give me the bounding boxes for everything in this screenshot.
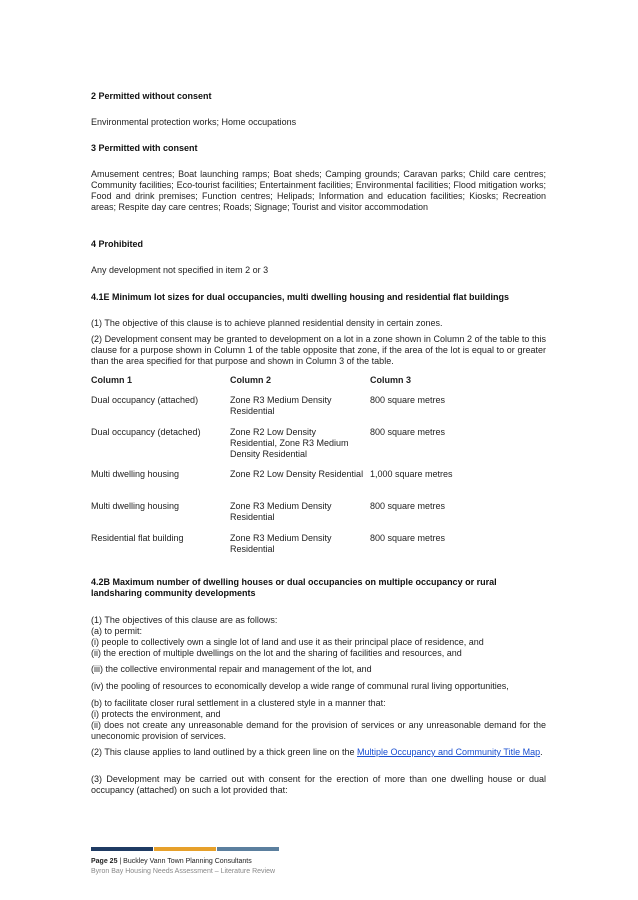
table-cell: Zone R2 Low Density Residential, Zone R3 Medium Density Residential bbox=[230, 427, 349, 459]
clause-4-2b-l5: (iii) the collective environmental repair and management of the lot, and bbox=[91, 664, 372, 674]
table-header: Column 1 bbox=[91, 375, 133, 385]
clause-4-2b-p2-end: . bbox=[540, 747, 543, 757]
table-cell: Zone R3 Medium Density Residential bbox=[230, 395, 332, 416]
table-cell: 800 square metres bbox=[370, 533, 446, 543]
footer-bar-orange bbox=[154, 847, 216, 851]
clause-4-2b-p3: (3) Development may be carried out with consent for the erection of more than one dwelling house or dual occupancy (attached) on such a lot provided that: bbox=[91, 774, 546, 795]
section-4-heading: 4 Prohibited bbox=[91, 239, 144, 249]
section-3-heading: 3 Permitted with consent bbox=[91, 143, 198, 153]
clause-4-2b-l8: (i) protects the environment, and bbox=[91, 709, 221, 719]
clause-4-1e-p1: (1) The objective of this clause is to achieve planned residential density in certain zones. bbox=[91, 318, 443, 328]
table-cell: Zone R2 Low Density Residential bbox=[230, 469, 364, 479]
multiple-occupancy-map-link[interactable]: Multiple Occupancy and Community Title Map bbox=[357, 747, 541, 757]
clause-4-2b-l3: (i) people to collectively own a single lot of land and use it as their principal place of residence, and bbox=[91, 637, 484, 647]
clause-4-2b-l2: (a) to permit: bbox=[91, 626, 143, 636]
section-2-body: Environmental protection works; Home occupations bbox=[91, 117, 297, 127]
footer-bar-navy bbox=[91, 847, 153, 851]
clause-4-2b-l4: (ii) the erection of multiple dwellings on the lot and the sharing of facilities and resources, and bbox=[91, 648, 462, 658]
footer-line bbox=[91, 857, 252, 866]
clause-4-1e-p2: (2) Development consent may be granted to development on a lot in a zone shown in Column 2 of the table to this clause for a purpose shown in Column 1 of the table opposite that zone, if the area of the lot is equal to or greater than the area specified for that purpose and shown in Column 3 of the table. bbox=[91, 334, 546, 366]
table-cell: 800 square metres bbox=[370, 395, 446, 405]
footer-page-number: Page 25 bbox=[91, 858, 118, 865]
footer-color-bars bbox=[91, 847, 279, 851]
section-2-heading: 2 Permitted without consent bbox=[91, 91, 212, 101]
section-4-body: Any development not specified in item 2 or 3 bbox=[91, 265, 269, 275]
clause-4-2b-l7: (b) to facilitate closer rural settlement in a clustered style in a manner that: bbox=[91, 698, 386, 708]
clause-4-2b-l6: (iv) the pooling of resources to economically develop a wide range of communal rural living opportunities, bbox=[91, 681, 509, 691]
table-cell: Zone R3 Medium Density Residential bbox=[230, 533, 332, 554]
clause-4-2b-p2-text: (2) This clause applies to land outlined by a thick green line on the bbox=[91, 747, 357, 757]
footer-company: | Buckley Vann Town Planning Consultants bbox=[117, 858, 252, 865]
table-cell: Dual occupancy (attached) bbox=[91, 395, 199, 405]
table-cell: 800 square metres bbox=[370, 501, 446, 511]
footer-bar-grey bbox=[217, 847, 279, 851]
table-header: Column 3 bbox=[370, 375, 412, 385]
table-cell: Dual occupancy (detached) bbox=[91, 427, 201, 437]
clause-4-2b-heading: 4.2B Maximum number of dwelling houses or dual occupancies on multiple occupancy or rural landsharing community developments bbox=[91, 577, 497, 598]
section-3-body: Amusement centres; Boat launching ramps; Boat sheds; Camping grounds; Caravan parks; Child care centres; Community facilities; Eco-tourist facilities; Entertainment facilities; Environmental facilities; Flood mitigation works; Food and drink premises; Function centres; Helipads; Information and education facilities; Kiosks; Recreation areas; Respite day care centres; Roads; Signage; Tourist and visitor accommodation bbox=[91, 169, 546, 212]
table-cell: Zone R3 Medium Density Residential bbox=[230, 501, 332, 522]
clause-4-1e-heading: 4.1E Minimum lot sizes for dual occupancies, multi dwelling housing and residential flat buildings bbox=[91, 292, 510, 302]
clause-4-2b-l9: (ii) does not create any unreasonable demand for the provision of services or any unreasonable demand for the uneconomic provision of services. bbox=[91, 720, 546, 741]
clause-4-2b-p2 bbox=[91, 747, 546, 758]
table-header: Column 2 bbox=[230, 375, 272, 385]
table-cell: 1,000 square metres bbox=[370, 469, 453, 479]
footer-subtitle: Byron Bay Housing Needs Assessment – Literature Review bbox=[91, 868, 276, 875]
table-cell: Residential flat building bbox=[91, 533, 184, 543]
table-cell: Multi dwelling housing bbox=[91, 501, 180, 511]
table-cell: 800 square metres bbox=[370, 427, 446, 437]
table-cell: Multi dwelling housing bbox=[91, 469, 180, 479]
clause-4-2b-l1: (1) The objectives of this clause are as follows: bbox=[91, 615, 278, 625]
